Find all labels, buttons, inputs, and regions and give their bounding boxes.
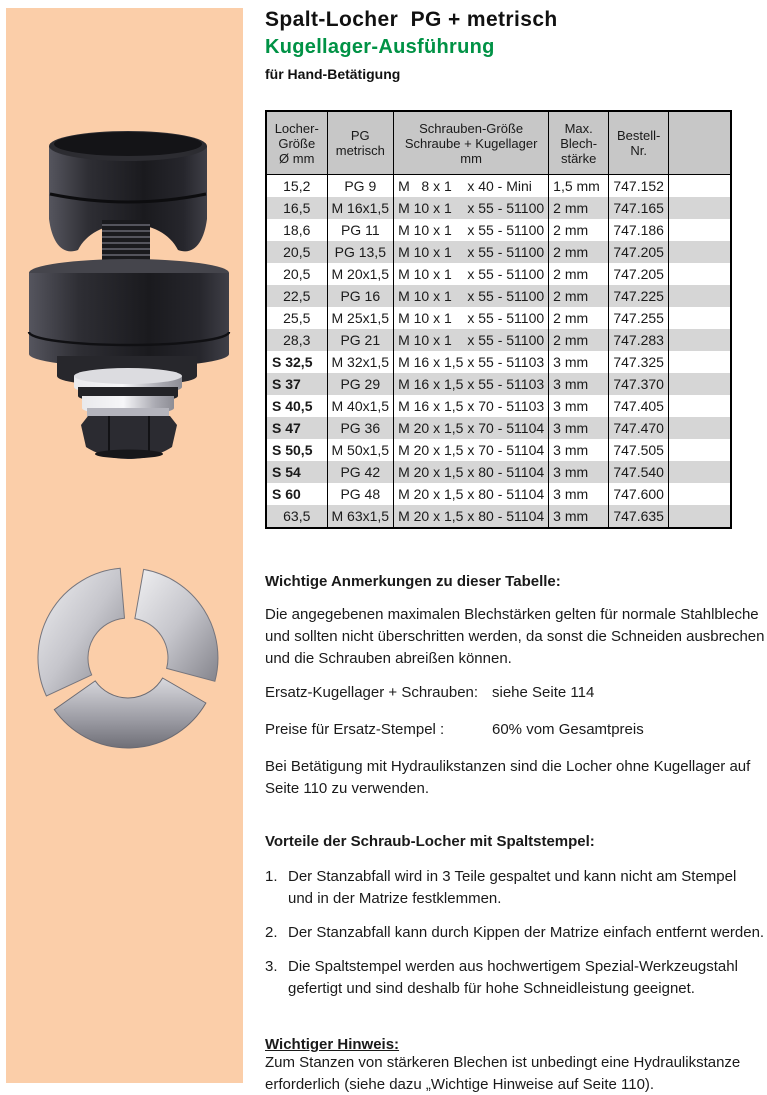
table-row xyxy=(266,241,731,263)
cell-size: 16,5 xyxy=(266,197,327,219)
cell-screw: M 16 x 1,5 x 70 - 51103 xyxy=(394,395,549,417)
cell-max: 3 mm xyxy=(549,439,609,461)
cell-empty xyxy=(669,263,731,285)
cell-pg: PG 9 xyxy=(327,175,394,198)
cell-empty xyxy=(669,373,731,395)
cell-pg: M 63x1,5 xyxy=(327,505,394,528)
cell-empty xyxy=(669,505,731,528)
table-row xyxy=(266,461,731,483)
cell-pg: M 20x1,5 xyxy=(327,263,394,285)
cell-screw: M 16 x 1,5 x 55 - 51103 xyxy=(394,351,549,373)
table-row xyxy=(266,175,731,198)
cell-empty xyxy=(669,329,731,351)
table-row xyxy=(266,483,731,505)
cell-empty xyxy=(669,461,731,483)
advantage-text: Die Spaltstempel werden aus hochwertigem Spezial-Werkzeugstahl gefertigt und sind deshalb für hohe Schneidleistung geeignet. xyxy=(288,958,738,997)
cell-size: 63,5 xyxy=(266,505,327,528)
cell-order-nr: 747.255 xyxy=(609,307,669,329)
cell-empty xyxy=(669,395,731,417)
cell-empty xyxy=(669,175,731,198)
cell-order-nr: 747.405 xyxy=(609,395,669,417)
table-row xyxy=(266,373,731,395)
column-header: Max. Blech- stärke xyxy=(549,111,609,175)
cell-size: 15,2 xyxy=(266,175,327,198)
cell-max: 2 mm xyxy=(549,285,609,307)
spare-parts-line xyxy=(265,682,765,704)
cell-size: 18,6 xyxy=(266,219,327,241)
cell-pg: PG 21 xyxy=(327,329,394,351)
cell-order-nr: 747.370 xyxy=(609,373,669,395)
table-row xyxy=(266,351,731,373)
table-row xyxy=(266,417,731,439)
price-value: 60% vom Gesamtpreis xyxy=(492,721,644,738)
cell-order-nr: 747.600 xyxy=(609,483,669,505)
important-note-text: Zum Stanzen von stärkeren Blechen ist unbedingt eine Hydraulikstanze erforderlich (siehe dazu „Wichtige Hinweise auf Seite 110). xyxy=(265,1054,741,1093)
cell-pg: PG 29 xyxy=(327,373,394,395)
cell-empty xyxy=(669,307,731,329)
cell-screw: M 20 x 1,5 x 80 - 51104 xyxy=(394,505,549,528)
cell-screw: M 20 x 1,5 x 80 - 51104 xyxy=(394,483,549,505)
table-row xyxy=(266,219,731,241)
cell-order-nr: 747.283 xyxy=(609,329,669,351)
cell-size: S 47 xyxy=(266,417,327,439)
cell-empty xyxy=(669,351,731,373)
column-header: PG metrisch xyxy=(327,111,394,175)
split-slug-photo xyxy=(16,558,241,768)
cell-empty xyxy=(669,417,731,439)
cell-order-nr: 747.505 xyxy=(609,439,669,461)
cell-size: 20,5 xyxy=(266,241,327,263)
cell-screw: M 10 x 1 x 55 - 51100 xyxy=(394,307,549,329)
cell-order-nr: 747.470 xyxy=(609,417,669,439)
cell-pg: PG 36 xyxy=(327,417,394,439)
cell-screw: M 10 x 1 x 55 - 51100 xyxy=(394,329,549,351)
cell-screw: M 10 x 1 x 55 - 51100 xyxy=(394,197,549,219)
cell-max: 3 mm xyxy=(549,373,609,395)
spec-table xyxy=(265,110,732,529)
cell-size: S 40,5 xyxy=(266,395,327,417)
cell-empty xyxy=(669,285,731,307)
table-row xyxy=(266,197,731,219)
cell-pg: PG 13,5 xyxy=(327,241,394,263)
cell-size: S 32,5 xyxy=(266,351,327,373)
cell-pg: PG 11 xyxy=(327,219,394,241)
cell-pg: M 32x1,5 xyxy=(327,351,394,373)
punch-tool-photo xyxy=(26,124,236,459)
advantage-number: 3. xyxy=(265,958,278,975)
column-header: Schrauben-Größe Schraube + Kugellager mm xyxy=(394,111,549,175)
cell-screw: M 10 x 1 x 55 - 51100 xyxy=(394,241,549,263)
cell-size: S 50,5 xyxy=(266,439,327,461)
table-row xyxy=(266,285,731,307)
cell-size: 28,3 xyxy=(266,329,327,351)
cell-pg: M 40x1,5 xyxy=(327,395,394,417)
cell-pg: PG 16 xyxy=(327,285,394,307)
cell-pg: M 50x1,5 xyxy=(327,439,394,461)
table-head-row xyxy=(266,111,731,175)
table-body xyxy=(266,175,731,529)
page-subtitle: Kugellager-Ausführung xyxy=(265,36,495,58)
cell-pg: PG 48 xyxy=(327,483,394,505)
cell-size: S 37 xyxy=(266,373,327,395)
cell-pg: PG 42 xyxy=(327,461,394,483)
spare-parts-value: siehe Seite 114 xyxy=(492,684,595,701)
cell-max: 3 mm xyxy=(549,505,609,528)
cell-max: 3 mm xyxy=(549,483,609,505)
cell-pg: M 16x1,5 xyxy=(327,197,394,219)
cell-size: 22,5 xyxy=(266,285,327,307)
cell-order-nr: 747.165 xyxy=(609,197,669,219)
cell-max: 2 mm xyxy=(549,219,609,241)
table-row xyxy=(266,395,731,417)
spare-parts-label: Ersatz-Kugellager + Schrauben: xyxy=(265,684,479,701)
table-row xyxy=(266,263,731,285)
cell-max: 1,5 mm xyxy=(549,175,609,198)
cell-order-nr: 747.205 xyxy=(609,263,669,285)
cell-max: 2 mm xyxy=(549,241,609,263)
cell-screw: M 10 x 1 x 55 - 51100 xyxy=(394,263,549,285)
advantage-number: 1. xyxy=(265,868,278,885)
operation-label: für Hand-Betätigung xyxy=(265,66,401,82)
cell-screw: M 20 x 1,5 x 80 - 51104 xyxy=(394,461,549,483)
cell-screw: M 10 x 1 x 55 - 51100 xyxy=(394,219,549,241)
table-row xyxy=(266,307,731,329)
hydraulic-note: Bei Betätigung mit Hydraulikstanzen sind die Locher ohne Kugellager auf Seite 110 zu verwenden. xyxy=(265,758,751,797)
advantages-heading: Vorteile der Schraub-Locher mit Spaltstempel: xyxy=(265,833,595,850)
advantage-text: Der Stanzabfall wird in 3 Teile gespaltet und kann nicht am Stempel und in der Matrize festklemmen. xyxy=(288,868,737,907)
cell-size: S 60 xyxy=(266,483,327,505)
cell-order-nr: 747.152 xyxy=(609,175,669,198)
cell-max: 2 mm xyxy=(549,263,609,285)
cell-screw: M 20 x 1,5 x 70 - 51104 xyxy=(394,439,549,461)
price-label: Preise für Ersatz-Stempel : xyxy=(265,721,445,738)
cell-size: 25,5 xyxy=(266,307,327,329)
advantage-text: Der Stanzabfall kann durch Kippen der Matrize einfach entfernt werden. xyxy=(288,924,765,941)
cell-max: 2 mm xyxy=(549,197,609,219)
column-header: Bestell- Nr. xyxy=(609,111,669,175)
table-row xyxy=(266,505,731,528)
column-header: Locher- Größe Ø mm xyxy=(266,111,327,175)
cell-pg: M 25x1,5 xyxy=(327,307,394,329)
cell-screw: M 8 x 1 x 40 - Mini xyxy=(394,175,549,198)
notes-paragraph: Die angegebenen maximalen Blechstärken gelten für normale Stahlbleche und sollten nicht überschritten werden, da sonst die Schneiden ausbrechen und die Schrauben abreißen können. xyxy=(265,606,765,667)
cell-order-nr: 747.205 xyxy=(609,241,669,263)
column-header xyxy=(669,111,731,175)
cell-max: 2 mm xyxy=(549,307,609,329)
table-row xyxy=(266,439,731,461)
cell-max: 3 mm xyxy=(549,417,609,439)
advantage-item xyxy=(265,922,765,944)
advantage-number: 2. xyxy=(265,924,278,941)
cell-screw: M 10 x 1 x 55 - 51100 xyxy=(394,285,549,307)
notes-heading: Wichtige Anmerkungen zu dieser Tabelle: xyxy=(265,573,561,590)
advantage-item xyxy=(265,956,765,1000)
price-line xyxy=(265,719,765,741)
cell-order-nr: 747.225 xyxy=(609,285,669,307)
cell-screw: M 20 x 1,5 x 70 - 51104 xyxy=(394,417,549,439)
cell-empty xyxy=(669,241,731,263)
cell-empty xyxy=(669,483,731,505)
important-note-heading: Wichtiger Hinweis: xyxy=(265,1036,400,1053)
cell-order-nr: 747.540 xyxy=(609,461,669,483)
photo-panel xyxy=(6,8,243,1083)
cell-order-nr: 747.186 xyxy=(609,219,669,241)
cell-max: 3 mm xyxy=(549,461,609,483)
cell-screw: M 16 x 1,5 x 55 - 51103 xyxy=(394,373,549,395)
cell-max: 2 mm xyxy=(549,329,609,351)
cell-empty xyxy=(669,219,731,241)
cell-size: S 54 xyxy=(266,461,327,483)
cell-empty xyxy=(669,197,731,219)
table-row xyxy=(266,329,731,351)
cell-size: 20,5 xyxy=(266,263,327,285)
page-title: Spalt-Locher PG + metrisch xyxy=(265,8,558,31)
advantage-item xyxy=(265,866,765,910)
cell-max: 3 mm xyxy=(549,351,609,373)
cell-order-nr: 747.635 xyxy=(609,505,669,528)
cell-empty xyxy=(669,439,731,461)
cell-order-nr: 747.325 xyxy=(609,351,669,373)
cell-max: 3 mm xyxy=(549,395,609,417)
